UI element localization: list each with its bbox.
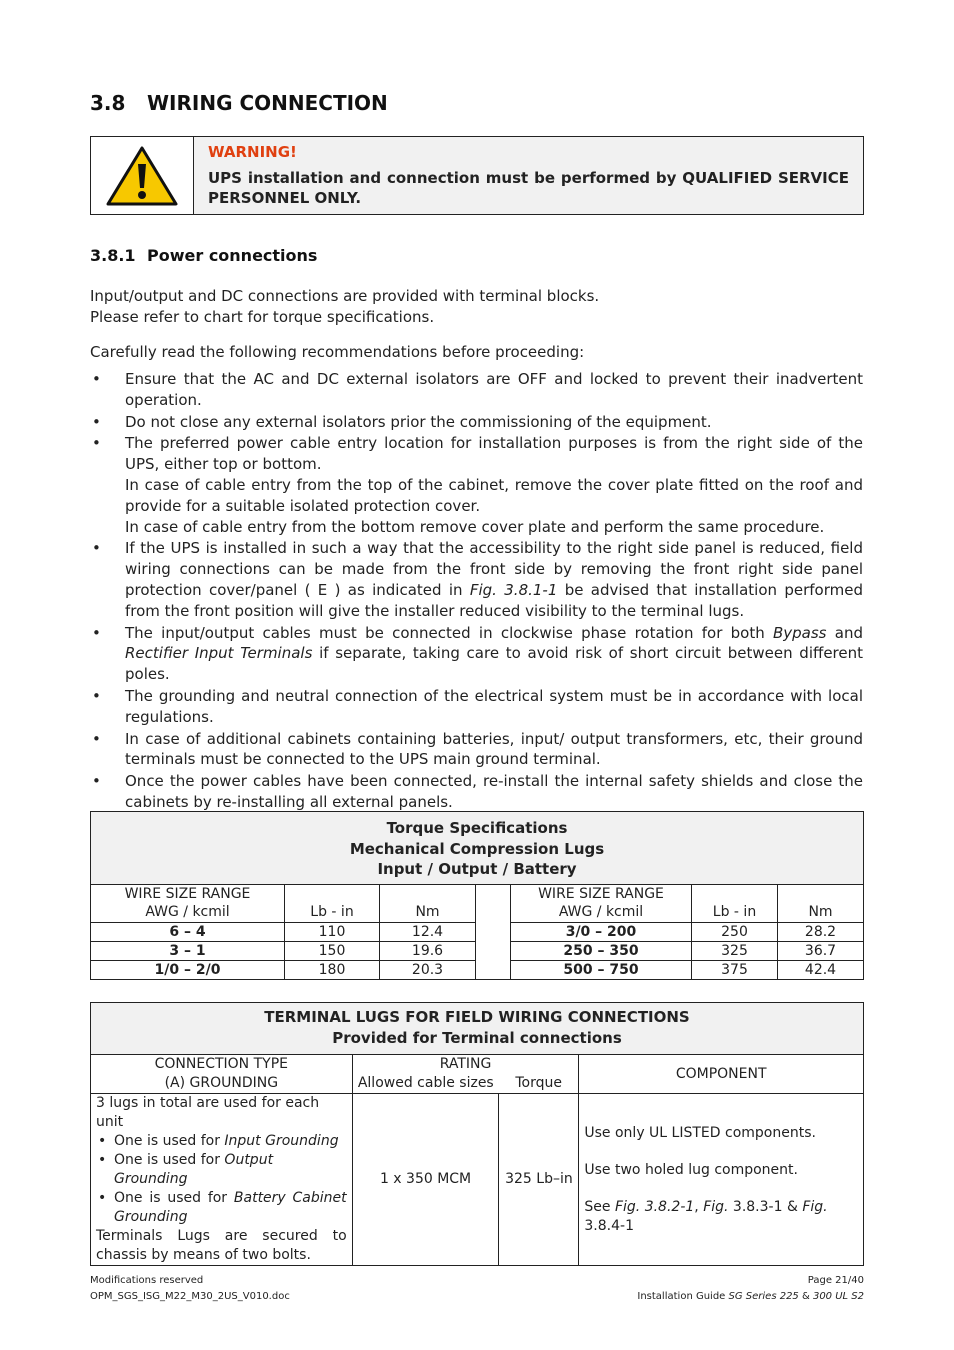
table-cell: 375 — [692, 960, 778, 979]
terminal-lugs-table — [90, 1002, 864, 1266]
table-spacer — [476, 884, 511, 979]
table-title: Input / Output / Battery — [377, 860, 577, 878]
column-header-text: CONNECTION TYPE — [154, 1056, 289, 1072]
list-item-text: Do not close any external isolators prior the commissioning of the equipment. — [125, 412, 712, 431]
connection-type-cell — [91, 1094, 353, 1266]
table-cell: 250 – 350 — [511, 941, 692, 960]
recommendations-list — [90, 369, 863, 814]
list-item-text: be advised that installation performed from the front position will give the installer reduced visibility to the terminal lugs. — [125, 580, 863, 620]
table-row — [91, 1094, 864, 1266]
list-item: • If the UPS is installed in such a way that the accessibility to the right side panel is reduced, field wiring connections can be made from the front side by removing the front right side panel protection cover/panel ( E ) as indicated in Fig. 3.8.1-1 be advised that installation performed from the front position will give the installer reduced visibility to the terminal lugs. — [92, 539, 863, 620]
table-cell: 19.6 — [380, 941, 476, 960]
emphasis-text: Output Grounding — [114, 1152, 274, 1187]
subsection-title: Power connections — [147, 246, 318, 265]
cell-text: See — [584, 1198, 615, 1215]
column-header: Nm — [778, 884, 864, 922]
warning-title: WARNING! — [208, 143, 297, 161]
list-item: • The grounding and neutral connection of the electrical system must be in accordance with local regulations. — [92, 686, 863, 726]
cell-text: chassis by means of two bolts. — [96, 1247, 311, 1263]
figure-references — [584, 1198, 858, 1236]
list-item-text: The input/output cables must be connected in clockwise phase rotation for both — [125, 623, 773, 642]
column-header: RATING — [352, 1055, 579, 1075]
cell-text: One is used for — [114, 1190, 234, 1206]
column-header-text: AWG / kcmil — [558, 904, 644, 920]
table-header — [91, 1003, 864, 1055]
warning-text-cell — [194, 137, 863, 214]
emphasis-text: Battery Cabinet — [233, 1190, 347, 1206]
torque-table — [90, 811, 864, 980]
list-item: • Ensure that the AC and DC external isolators are OFF and locked to prevent their inadvertent operation. — [92, 370, 863, 409]
footer-right — [637, 1275, 864, 1302]
list-item-text: In case of cable entry from the top of the cabinet, remove the cover plate fitted on the roof and provide for a suitable isolated protection cover. — [125, 475, 863, 515]
list-item — [96, 1132, 347, 1151]
table-title: TERMINAL LUGS FOR FIELD WIRING CONNECTIONS — [264, 1008, 690, 1026]
column-header: Lb - in — [692, 884, 778, 922]
footer-text: & — [798, 1291, 813, 1302]
footer-text: Modifications reserved — [90, 1275, 204, 1286]
table-title: Provided for Terminal connections — [332, 1029, 622, 1047]
footer-text: SG Series 225 — [728, 1291, 799, 1302]
emphasis-text: Rectifier Input Terminals — [125, 644, 313, 663]
warning-icon-cell — [91, 137, 194, 214]
list-item: • In case of additional cabinets containing batteries, input/ output transformers, etc, their ground terminals must be connected to the UPS main ground terminal. — [92, 729, 863, 769]
footer-left — [90, 1275, 290, 1302]
grounding-list — [96, 1132, 347, 1227]
list-item-text: In case of additional cabinets containing batteries, input/ output transformers, etc, their ground terminals must be connected to the UPS main ground terminal. — [125, 729, 863, 769]
figure-reference: Fig. — [802, 1198, 828, 1215]
table-cell: 36.7 — [778, 941, 864, 960]
intro-paragraph — [90, 286, 862, 328]
table-cell: 325 — [692, 941, 778, 960]
section-heading — [90, 91, 388, 115]
emphasis-text: Bypass — [772, 623, 827, 642]
section-number: 3.8 — [90, 91, 126, 115]
column-header: COMPONENT — [579, 1055, 864, 1094]
intro-line: Please refer to chart for torque specifications. — [90, 308, 435, 326]
list-item — [96, 1151, 347, 1189]
page-number: Page 21/40 — [807, 1275, 864, 1286]
list-item: • The input/output cables must be connected in clockwise phase rotation for both Bypass and Rectifier Input Terminals if separate, taking care to avoid risk of short circuit between different poles. — [92, 623, 864, 684]
column-header — [91, 1055, 353, 1094]
table-cell: 1/0 – 2/0 — [91, 960, 285, 979]
warning-triangle-icon — [105, 144, 179, 208]
cell-text: 3.8.3-1 & — [728, 1198, 803, 1215]
emphasis-text: Grounding — [114, 1209, 188, 1225]
table-cell: 28.2 — [778, 922, 864, 941]
footer-text — [637, 1291, 864, 1302]
table-cell: 150 — [285, 941, 380, 960]
column-header: Allowed cable sizes — [352, 1074, 499, 1094]
column-header — [91, 884, 285, 922]
column-header: Torque — [499, 1074, 579, 1094]
list-item-text: The preferred power cable entry location for installation purposes is from the right side of the UPS, either top or bottom. — [125, 434, 863, 474]
figure-reference: Fig. — [703, 1198, 729, 1215]
table-cell: 3/0 – 200 — [511, 922, 692, 941]
emphasis-text: Input Grounding — [224, 1133, 339, 1149]
column-header: Lb - in — [285, 884, 380, 922]
column-header-text: WIRE SIZE RANGE — [538, 885, 664, 902]
list-item-text: if separate, taking care to avoid risk of short circuit between different poles. — [125, 644, 864, 684]
table-title: Torque Specifications — [386, 819, 568, 837]
table-cell: 20.3 — [380, 960, 476, 979]
cell-text: 3.8.4-1 — [584, 1217, 634, 1234]
table-cell: 3 – 1 — [91, 941, 285, 960]
subsection-heading — [90, 246, 317, 265]
list-item-text: Ensure that the AC and DC external isolators are OFF and locked to prevent their inadvertent operation. — [125, 370, 863, 409]
column-header — [511, 884, 692, 922]
list-item-text: The grounding and neutral connection of the electrical system must be in accordance with local regulations. — [125, 686, 863, 726]
cell-text: , — [694, 1198, 704, 1215]
recommendations-lead: Carefully read the following recommendations before proceeding: — [90, 343, 585, 361]
table-cell: 1 x 350 MCM — [352, 1094, 499, 1266]
footer-text: 300 UL S2 — [812, 1291, 864, 1302]
list-item — [96, 1189, 347, 1227]
cell-text: Use only UL LISTED components. — [584, 1124, 816, 1141]
warning-body: UPS installation and connection must be performed by QUALIFIED SERVICE PERSONNEL ONLY. — [208, 169, 849, 207]
list-item-text: Once the power cables have been connected, re-install the internal safety shields and close the cabinets by re-installing all external panels. — [125, 772, 863, 811]
table-cell: 325 Lb–in — [499, 1094, 579, 1266]
subsection-number: 3.8.1 — [90, 246, 136, 265]
column-header-text: WIRE SIZE RANGE — [124, 885, 251, 902]
list-item: • Once the power cables have been connected, re-install the internal safety shields and close the cabinets by re-installing all external panels. — [92, 772, 863, 811]
figure-reference: Fig. 3.8.1-1 — [469, 580, 558, 599]
warning-box — [90, 136, 864, 215]
column-header-text: AWG / kcmil — [145, 904, 230, 920]
list-item: • Do not close any external isolators prior the commissioning of the equipment. — [92, 412, 712, 431]
list-item-text: In case of cable entry from the bottom remove cover plate and perform the same procedure. — [125, 517, 825, 536]
footer-text: Installation Guide — [637, 1291, 729, 1302]
cell-text: 3 lugs in total are used for each unit — [96, 1095, 320, 1130]
column-header: Nm — [380, 884, 476, 922]
table-cell: 6 – 4 — [91, 922, 285, 941]
table-cell: 12.4 — [380, 922, 476, 941]
list-item: • The preferred power cable entry location for installation purposes is from the right side of the UPS, either top or bottom. In case of cable entry from the top of the cabinet, remove the cover plate fitted on the roof and provide for a suitable isolated protection cover. In case of cable entry from the bottom remove cover plate and perform the same procedure. — [92, 434, 863, 536]
column-header-text: (A) GROUNDING — [164, 1075, 279, 1091]
table-cell: 500 – 750 — [511, 960, 692, 979]
table-cell: 180 — [285, 960, 380, 979]
list-item-text: and — [826, 623, 863, 642]
cell-text: One is used for — [114, 1133, 225, 1149]
footer-text: OPM_SGS_ISG_M22_M30_2US_V010.doc — [90, 1291, 290, 1302]
table-header — [91, 812, 864, 885]
figure-reference: Fig. 3.8.2-1 — [614, 1198, 695, 1215]
cell-text: Terminals Lugs are secured to — [96, 1228, 347, 1244]
section-title: WIRING CONNECTION — [147, 91, 388, 115]
table-title: Mechanical Compression Lugs — [349, 839, 605, 858]
table-cell: 250 — [692, 922, 778, 941]
cell-text: Use two holed lug component. — [584, 1161, 798, 1178]
table-cell: 110 — [285, 922, 380, 941]
list-item-text: If the UPS is installed in such a way that the accessibility to the right side panel is reduced, field wiring connections can be made from the front side by removing the front right side panel protection cover/panel ( E ) as indicated in — [125, 539, 863, 599]
table-cell: 42.4 — [778, 960, 864, 979]
cell-text: One is used for — [114, 1152, 225, 1168]
component-cell — [579, 1094, 864, 1266]
intro-line: Input/output and DC connections are provided with terminal blocks. — [90, 287, 600, 305]
